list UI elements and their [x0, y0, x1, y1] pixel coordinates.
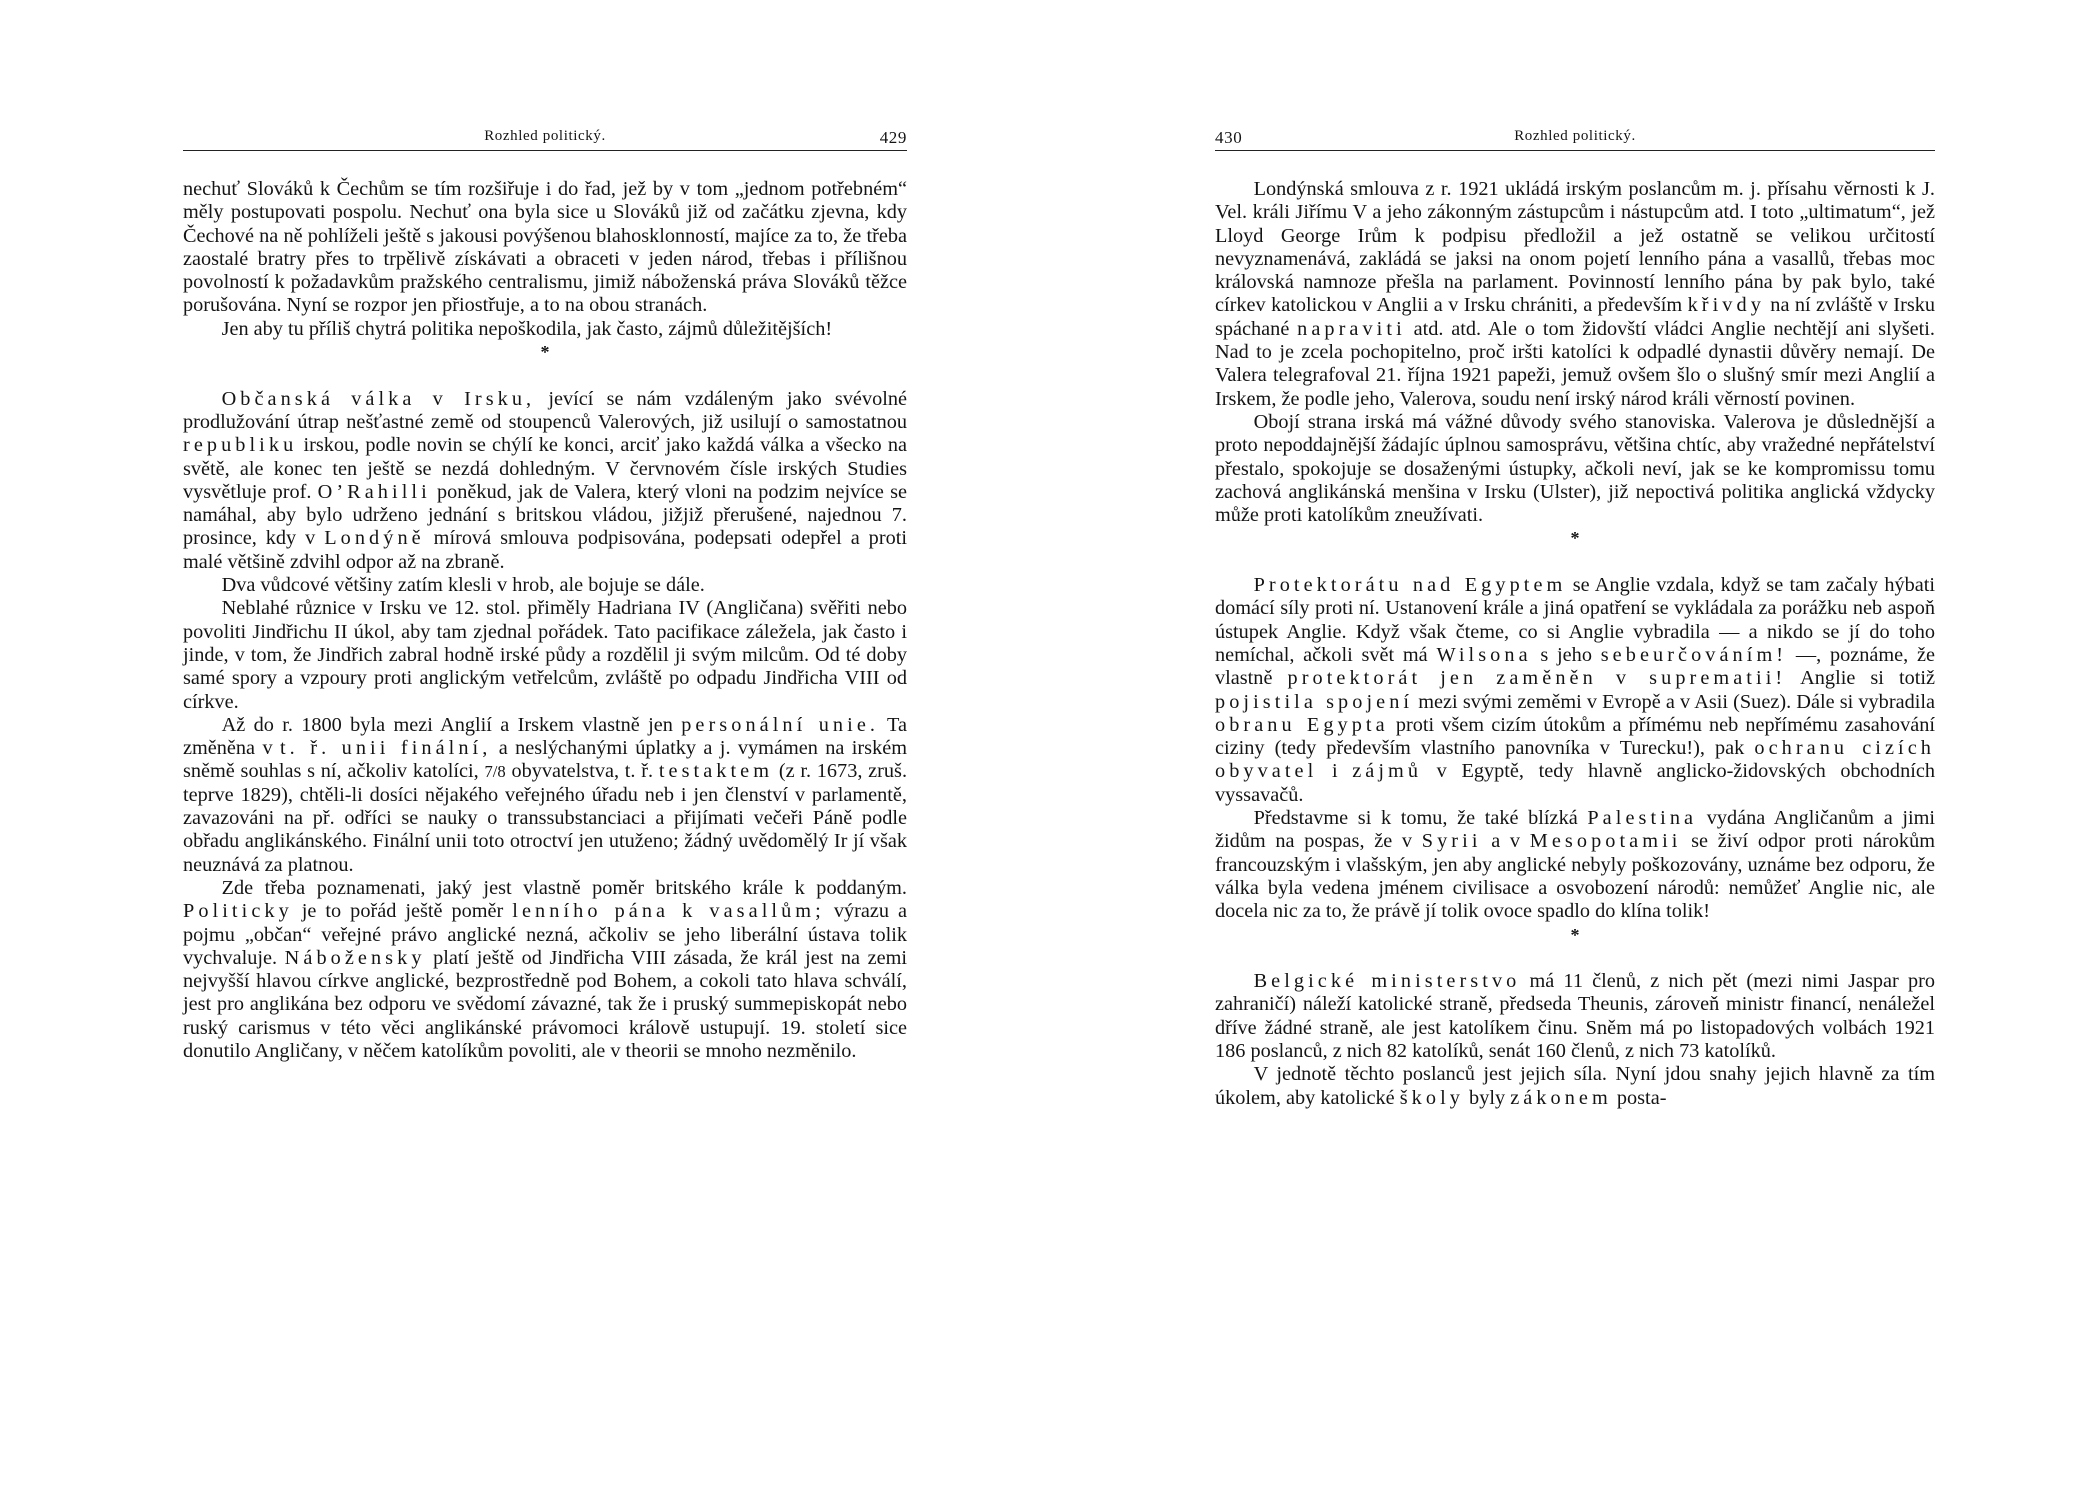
spaced-emphasis: Palestina [1587, 807, 1698, 830]
text-run: Dva vůdcové většiny zatím klesli v hrob, ale bojuje se dále. [221, 574, 705, 597]
left-page-number: 429 [879, 128, 907, 147]
section-separator: * [1570, 924, 1580, 945]
text-run: Neblahé různice v Irsku ve 12. stol. přiměly Hadriana IV (Angličana) svěřiti nebo povoliti Jindřichu II úkol, aby tam zjednal pořádek. Tato pacifikace záležela, jak často i jinde, v tom, že Jindřich zabral hodně irské půdy a rozdělil ji svým milcům. Od té doby samé spory a vzpoury proti anglickým vetřelcům, zvláště po odpadu Jindřicha VIII od církve. [183, 597, 907, 713]
paragraph-gap [183, 364, 907, 387]
spaced-emphasis: Syrii [1421, 830, 1482, 853]
spaced-emphasis: Politicky [183, 900, 293, 923]
text-run: Zde třeba poznamenati, jaký jest vlastně poměr britského krále k poddaným. [221, 876, 907, 899]
spaced-emphasis: Mesopotamii [1529, 830, 1682, 853]
spaced-emphasis: Belgické ministerstvo [1253, 970, 1521, 993]
text-run: nechuť Slováků k Čechům se tím rozšiřuje i do řad, jež by v tom „jednom potřebném“ měly postupovati pospolu. Nechuť ona byla sice u Slováků již od začátku zjevna, kdy Čechové na ně pohlíželi ještě s jakousi povýšenou blahosklonností, majíce za to, že třeba zaostalé bratry přes to trpělivě získávati a obraceti v jeden národ, třebas i přílišnou povolností k požadavkům pražského centralismu, jimiž náboženská práva Slováků těžce porušována. Nyní se rozpor jen přiostřuje, a to na obou stranách. [183, 178, 907, 317]
text-run: i [1317, 760, 1353, 783]
text-run: Představme si k tomu, že také blízká [1253, 807, 1588, 830]
paragraph [1215, 970, 1935, 1063]
right-header-rule [1215, 150, 1935, 151]
left-header-rule [183, 150, 907, 151]
paragraph [1215, 411, 1935, 527]
paragraph [183, 318, 907, 341]
text-run: mezi svými zeměmi v Evropě a v Asii (Suez). Dále si vybradila [1413, 690, 1935, 713]
text-run: Anglie si totiž [1786, 667, 1935, 690]
text-run: má 11 členů, z nich pět (mezi nimi Jaspar pro zahraničí) náleží katolické straně, předseda Theunis, zároveň ministr financí, nenáležel dříve žádné straně, ale jest katolíkem činu. Sněm má po listopadových volbách 1921 186 poslanců, z nich 82 katolíků, senát 160 členů, z nich 73 katolíků. [1215, 970, 1935, 1062]
text-run: byly [1463, 1086, 1511, 1109]
text-run: poněkud, jak de Valera, který vloni na podzim nejvíce se namáhal, aby bylo udrženo jednání s britskou vládou, jižjiž přerušené, najednou 7. prosince, kdy v [183, 480, 907, 550]
text-run: Jen aby tu příliš chytrá politika nepoškodila, jak často, zájmů důležitějších! [221, 317, 833, 340]
text-run: výrazu a pojmu „občan“ veřejné právo anglické nezná, ačkoliv se jeho liberální ústava tolik vychvaluje. [183, 900, 907, 969]
spaced-emphasis: Protektorátu nad Egyptem [1253, 574, 1567, 597]
paragraph-gap [1215, 947, 1935, 970]
text-run: se živí odpor proti nárokům francouzským i vlašským, jen aby anglické nebyly poškozovány, uznáme bez odporu, že válka byla vedena jménem civilisace a osvobození národů: nemůžeť Anglie nic, ale docela nic za to, že právě jí tolik ovoce spadlo do klína tolik! [1215, 830, 1935, 923]
spaced-emphasis: Londýně [324, 527, 425, 550]
text-run: obyvatelstva, t. ř. [505, 760, 659, 783]
paragraph [1215, 807, 1935, 923]
spaced-emphasis: zájmů [1352, 760, 1423, 783]
right-running-head [1215, 128, 1935, 148]
section-separator: * [1570, 528, 1580, 549]
spaced-emphasis: křivdy [1687, 294, 1765, 317]
right-page-number: 430 [1215, 128, 1243, 147]
spaced-emphasis: napraviti [1297, 317, 1406, 340]
spaced-emphasis: školy [1399, 1086, 1464, 1109]
text-run: a v [1481, 830, 1530, 853]
paragraph [183, 178, 907, 318]
text-run: V jednotě těchto poslanců jest jejich síla. Nyní jdou snahy jejich hlavně za tím úkolem, aby katolické [1215, 1063, 1935, 1109]
right-body-text [1215, 178, 1935, 1110]
paragraph [183, 574, 907, 597]
text-run: se Anglie vzdala, když se tam začaly hýbati domácí síly proti ní. Ustanovení krále a jiná opatření se vykládala za porážku neb aspoň ústupek Anglie. Když však čteme, co si Anglie vybradila — a nikdo se jí do toho nemíchal, ačkoli svět má [1215, 574, 1936, 666]
left-running-head [183, 128, 907, 148]
right-header-title: Rozhled politický. [1514, 128, 1636, 144]
text-run: je to pořád ještě poměr [292, 900, 513, 923]
text-run: v Egyptě, tedy hlavně anglicko-židovských obchodních vyssavačů. [1215, 760, 1935, 806]
spaced-emphasis: pojistila spojení [1215, 690, 1414, 713]
text-run: na ní zvláště v Irsku spáchané [1215, 294, 1935, 340]
left-page [183, 0, 907, 1500]
spaced-emphasis: testaktem [658, 760, 774, 783]
paragraph [183, 714, 907, 877]
spaced-emphasis: Wilsona [1436, 643, 1532, 666]
text-run: Obojí strana irská má vážné důvody svého stanoviska. Valerova je důslednější a proto nepoddajnější žádajíc úplnou samosprávu, většina chtíc, aby vražedné nepřátelství přestalo, spokojuje se dosaženými ústupky, ačkoli neví, jak se ke kompromissu tomu zachová anglikánská menšina v Irsku (Ulster), již nepoctivá politika anglická vždycky může proti katolíkům zneužívati. [1215, 410, 1935, 527]
text-run: mírová smlouva podpisována, podepsati odepřel a proti malé většině zdvihl odpor až na zbraně. [183, 527, 907, 573]
paragraph [183, 388, 907, 574]
text-run: jevící se nám vzdáleným jako svévolné prodlužování útrap nešťastné země od stoupenců Valerových, již usilují o samostatnou [183, 387, 907, 433]
paragraph [183, 597, 907, 713]
spaced-emphasis: Občanská válka v Irsku, [221, 387, 536, 410]
paragraph [1215, 1063, 1935, 1110]
spaced-emphasis: protektorát jen zaměněn v suprematii! [1287, 667, 1787, 690]
text-run: irskou, podle novin se chýlí ke konci, arciť jako každá válka a všecko na světě, ale konec ten ještě se nezdá dohledným. V červnovém čísle irských Studies vysvětluje prof. [183, 434, 907, 503]
text-run: Až do r. 1800 byla mezi Anglií a Irskem vlastně jen [221, 713, 682, 736]
text-run: platí ještě od Jindřicha VIII zásada, že král jest na zemi nejvyšší hlavou církve anglické, bezprostředně pod Bohem, a cokoli tato hlava schválí, jest pro anglikána bez odporu ve svědomí závazné, tak že i pruský summepiskopát nebo ruský carismus v této věci anglikánské právomoci králově ustupují. 19. století sice donutilo Angličany, v něčem katolíkům povoliti, ale v theorii se mnoho nezměnilo. [183, 946, 908, 1062]
left-body-text [183, 178, 907, 1063]
paragraph [183, 877, 907, 1063]
spaced-emphasis: t. ř. unii finální, [279, 737, 492, 760]
spaced-emphasis: sebeurčováním! [1600, 643, 1788, 666]
spaced-emphasis: Nábožensky [284, 946, 426, 969]
spaced-emphasis: republiku [183, 434, 298, 457]
spaced-emphasis: lenního pána k vasallům; [512, 900, 825, 923]
spaced-emphasis: zákonem [1510, 1086, 1612, 1109]
text-run: —, poznáme, že vlastně [1215, 643, 1936, 690]
section-separator: * [540, 342, 550, 363]
spaced-emphasis: obranu Egypta [1215, 713, 1389, 736]
spaced-emphasis: ochranu cizích obyvatel [1215, 737, 1935, 783]
spaced-emphasis: personální unie. [681, 713, 880, 736]
spaced-emphasis: O’Rahilli [317, 480, 431, 503]
left-header-title: Rozhled politický. [484, 128, 606, 144]
text-run: (z r. 1673, zruš. teprve 1829), chtěli-li dosíci nějakého veřejného úřadu neb i jen členství v parlamentě, zavazováni na př. odříci se nauky o transsubstanciaci a přijímati večeři Páně podle obřadu anglikánského. Finální unii toto otroctví jen utuženo; žádný uvědomělý Ir jí však neuznává za platnou. [183, 760, 908, 876]
text-run: Londýnská smlouva z r. 1921 ukládá irským poslancům m. j. přísahu věrnosti k J. Vel. králi Jiřímu V a jeho zákonným zástupcům i nástupcům atd. I toto „ultimatum“, jež Lloyd George Irům k podpisu předložil a jež ostatně se velikou určitostí nevyznamenává, zakládá se jaksi na onom pojetí lenního pána a vasallů, třebas moc královská namnoze přešla na parlament. Povinností lenního pána by pak bylo, také církev katolickou v Anglii a v Irsku chrániti, a především [1215, 178, 1935, 317]
text-run: vydána Angličanům a jimi židům na pospas, že v [1215, 807, 1935, 853]
paragraph [1215, 574, 1935, 807]
fraction: 7/8 [484, 762, 506, 782]
text-run: atd. atd. Ale o tom židovští vládci Anglie nechtějí ani slyšeti. Nad to je zcela pochopitelno, proč iršti katolíci k odpadlé dynastii důvěry nemají. De Valera telegrafoval 21. října 1921 papeži, jemuž ovšem šlo o slušný smír mezi Anglií a Irskem, že podle jeho, Valerova, soudu není irský národ králi věrností povinen. [1215, 317, 1935, 410]
text-run: a neslýchanými úplatky a j. vymámen na irském sněmě souhlas s ní, ačkoliv katolíci, [183, 737, 907, 783]
paragraph [1215, 178, 1935, 411]
paragraph-gap [1215, 551, 1935, 574]
text-run: posta- [1611, 1086, 1667, 1109]
right-page [1215, 0, 1935, 1500]
text-run: s jeho [1531, 643, 1601, 666]
text-run: proti všem cizím útokům a přímému neb nepřímému zasahování ciziny (tedy především vlastního panovníka v Turecku!), pak [1215, 713, 1935, 760]
text-run: Ta změněna v [183, 713, 907, 760]
